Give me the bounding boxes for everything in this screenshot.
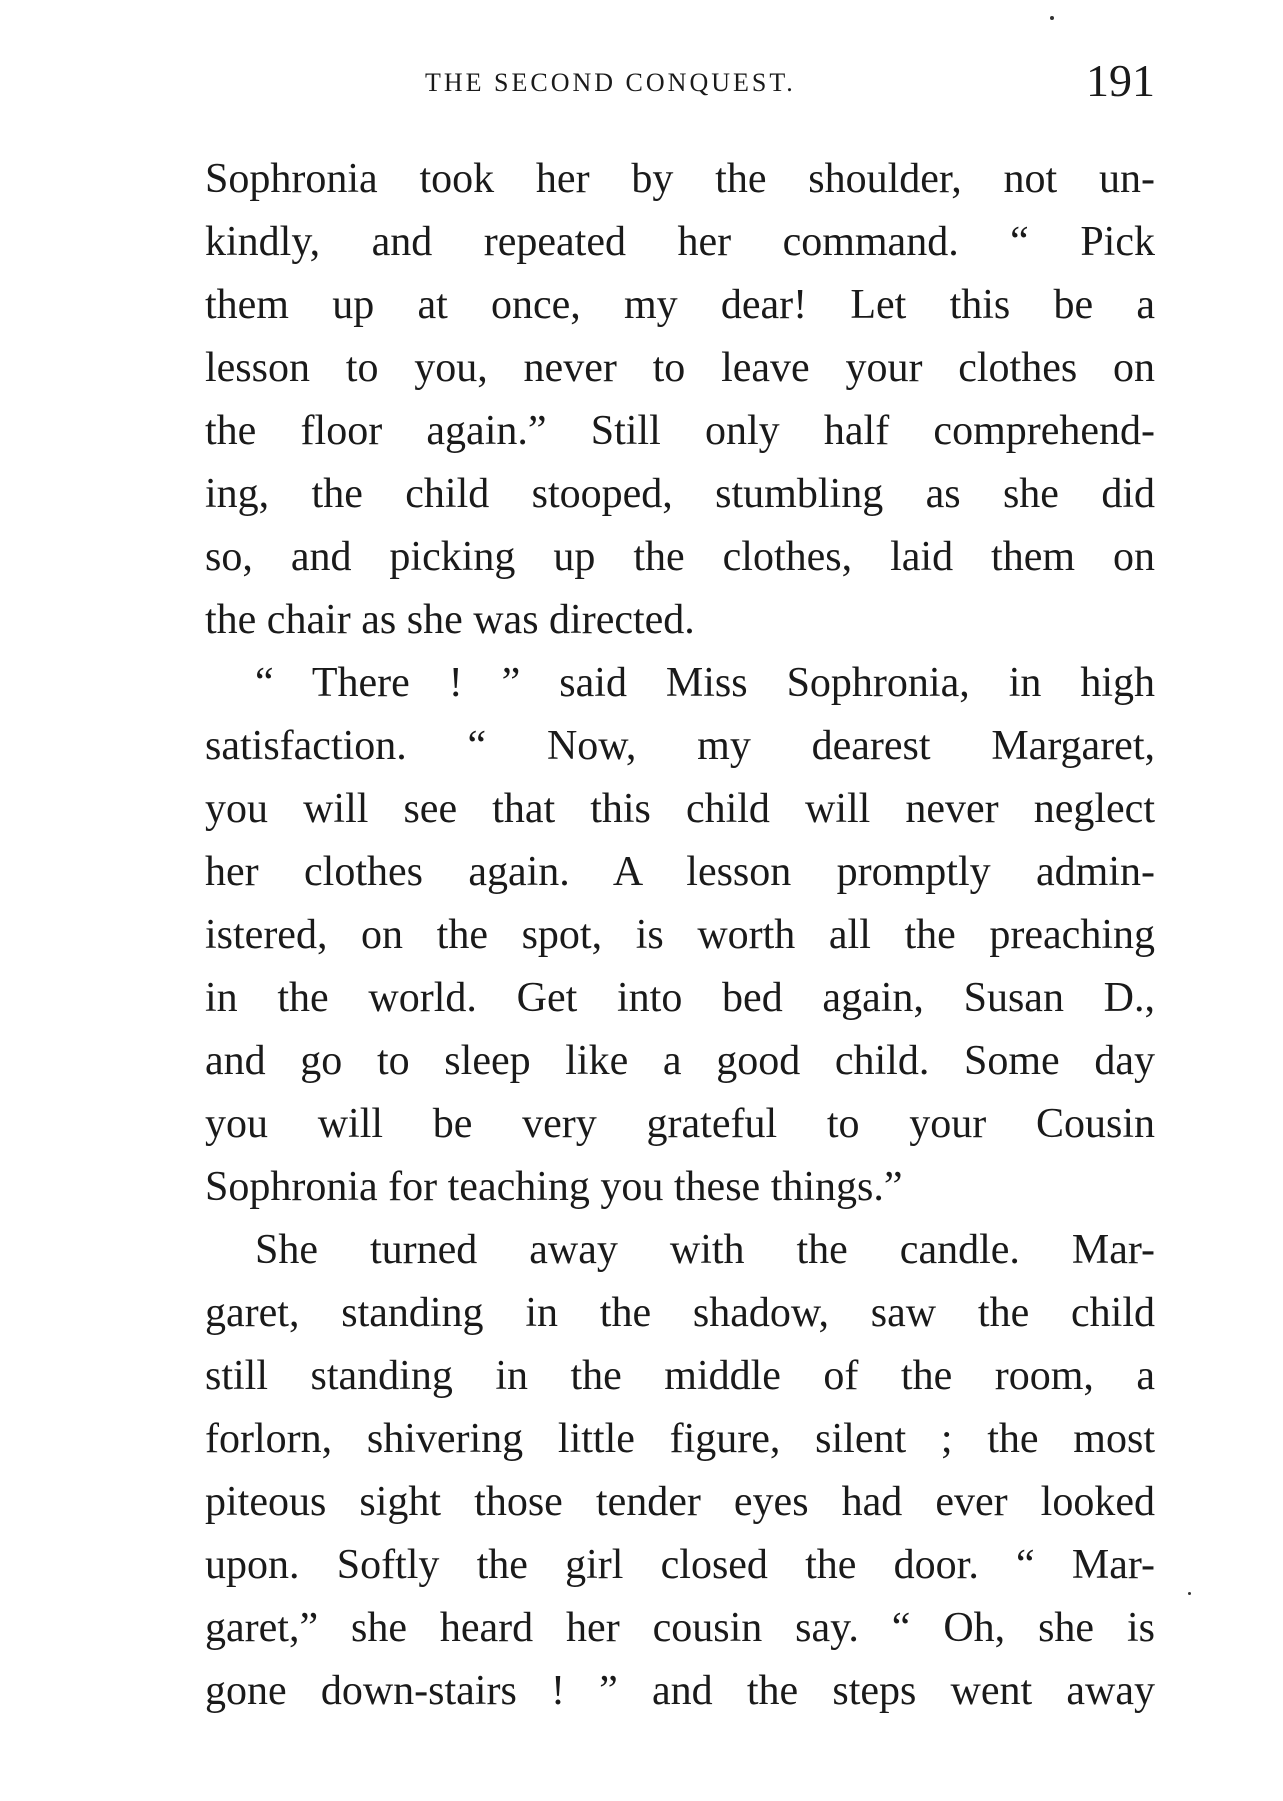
text-line: so, and picking up the clothes, laid them on	[205, 534, 1155, 580]
page-number: 191	[1086, 55, 1155, 106]
text-line: the floor again.” Still only half comprehend-	[205, 408, 1155, 454]
ink-speck	[1050, 16, 1054, 20]
text-line: kindly, and repeated her command. “ Pick	[205, 219, 1155, 265]
text-line: garet,” she heard her cousin say. “ Oh, she is	[205, 1605, 1155, 1651]
text-line: She turned away with the candle. Mar-	[255, 1227, 1155, 1273]
text-line: Sophronia took her by the shoulder, not un-	[205, 156, 1155, 202]
ink-speck	[1188, 1592, 1191, 1595]
text-line: piteous sight those tender eyes had ever looked	[205, 1479, 1155, 1525]
text-line: upon. Softly the girl closed the door. “ Mar-	[205, 1542, 1155, 1588]
body-text	[205, 148, 1155, 1723]
text-line: lesson to you, never to leave your clothes on	[205, 345, 1155, 391]
running-head	[205, 55, 1155, 118]
text-line: “ There ! ” said Miss Sophronia, in high	[255, 660, 1155, 706]
text-line: the chair as she was directed.	[205, 597, 695, 643]
text-line: you will be very grateful to your Cousin	[205, 1101, 1155, 1147]
text-line: you will see that this child will never neglect	[205, 786, 1155, 832]
text-line: gone down-stairs ! ” and the steps went away	[205, 1668, 1155, 1714]
text-line: ing, the child stooped, stumbling as she did	[205, 471, 1155, 517]
text-line: in the world. Get into bed again, Susan D.,	[205, 975, 1155, 1021]
text-line: satisfaction. “ Now, my dearest Margaret,	[205, 723, 1155, 769]
text-line: and go to sleep like a good child. Some day	[205, 1038, 1155, 1084]
text-line: them up at once, my dear! Let this be a	[205, 282, 1155, 328]
text-line: forlorn, shivering little figure, silent ; the most	[205, 1416, 1155, 1462]
running-head-title: THE SECOND CONQUEST.	[425, 68, 796, 97]
text-line: istered, on the spot, is worth all the preaching	[205, 912, 1155, 958]
text-line: still standing in the middle of the room, a	[205, 1353, 1155, 1399]
text-line: garet, standing in the shadow, saw the child	[205, 1290, 1155, 1336]
text-line: her clothes again. A lesson promptly admin-	[205, 849, 1155, 895]
text-line: Sophronia for teaching you these things.”	[205, 1164, 903, 1210]
